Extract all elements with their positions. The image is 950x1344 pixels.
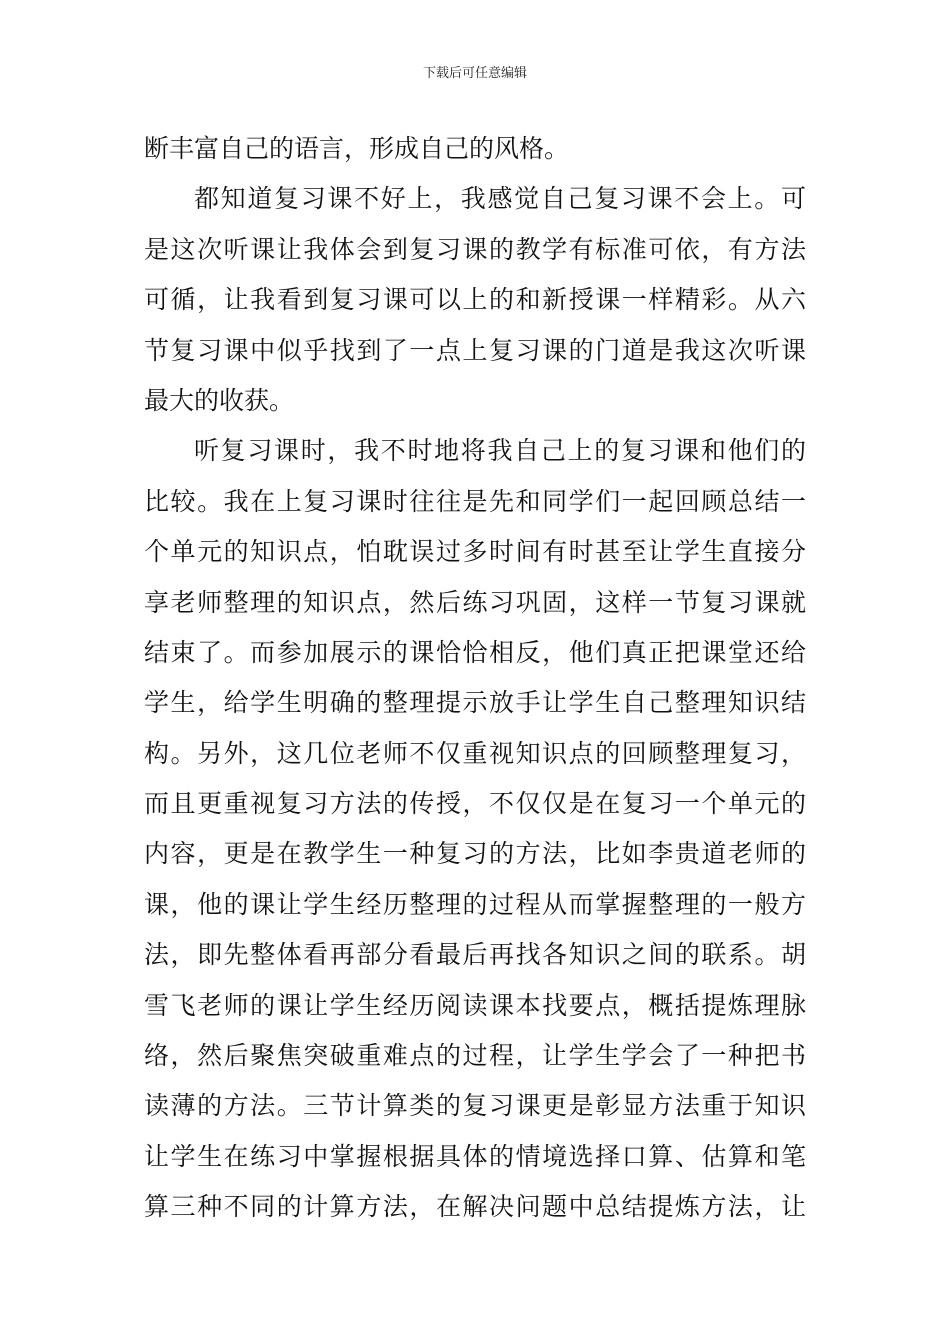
text-line: 享老师整理的知识点，然后练习巩固，这样一节复习课就: [144, 587, 806, 617]
text-line: 节复习课中似乎找到了一点上复习课的门道是我这次听课: [144, 335, 806, 365]
text-line: 是这次听课让我体会到复习课的教学有标准可依，有方法: [144, 234, 806, 264]
text-line: 结束了。而参加展示的课恰恰相反，他们真正把课堂还给: [144, 637, 806, 667]
text-line: 都知道复习课不好上，我感觉自己复习课不会上。可: [194, 184, 806, 214]
text-line: 课，他的课让学生经历整理的过程从而掌握整理的一般方: [144, 889, 806, 919]
text-line: 学生，给学生明确的整理提示放手让学生自己整理知识结: [144, 688, 806, 718]
paragraph: [144, 426, 806, 1232]
text-line: 雪飞老师的课让学生经历阅读课本找要点，概括提炼理脉: [144, 990, 806, 1020]
page-header: 下载后可任意编辑: [422, 66, 527, 81]
text-line: 让学生在练习中掌握根据具体的情境选择口算、估算和笔: [144, 1141, 806, 1171]
document-body: [144, 124, 806, 1233]
text-line: 算三种不同的计算方法，在解决问题中总结提炼方法，让: [144, 1192, 806, 1222]
text-line: 读薄的方法。三节计算类的复习课更是彰显方法重于知识: [144, 1091, 806, 1121]
text-line: 内容，更是在教学生一种复习的方法，比如李贵道老师的: [144, 839, 806, 869]
text-line: 构。另外，这几位老师不仅重视知识点的回顾整理复习，: [144, 738, 806, 768]
text-line: 最大的收获。: [144, 385, 295, 415]
text-line: 络，然后聚焦突破重难点的过程，让学生学会了一种把书: [144, 1041, 806, 1071]
text-line: 可循，让我看到复习课可以上的和新授课一样精彩。从六: [144, 285, 806, 315]
paragraph: [144, 174, 806, 426]
text-line: 比较。我在上复习课时往往是先和同学们一起回顾总结一: [144, 486, 806, 516]
text-line: 而且更重视复习方法的传授，不仅仅是在复习一个单元的: [144, 789, 806, 819]
text-line: 个单元的知识点，怕耽误过多时间有时甚至让学生直接分: [144, 537, 806, 567]
text-line: 断丰富自己的语言，形成自己的风格。: [144, 134, 570, 163]
text-line: 听复习课时，我不时地将我自己上的复习课和他们的: [194, 436, 806, 466]
text-line: 法，即先整体看再部分看最后再找各知识之间的联系。胡: [144, 940, 806, 970]
paragraph: [144, 124, 806, 174]
